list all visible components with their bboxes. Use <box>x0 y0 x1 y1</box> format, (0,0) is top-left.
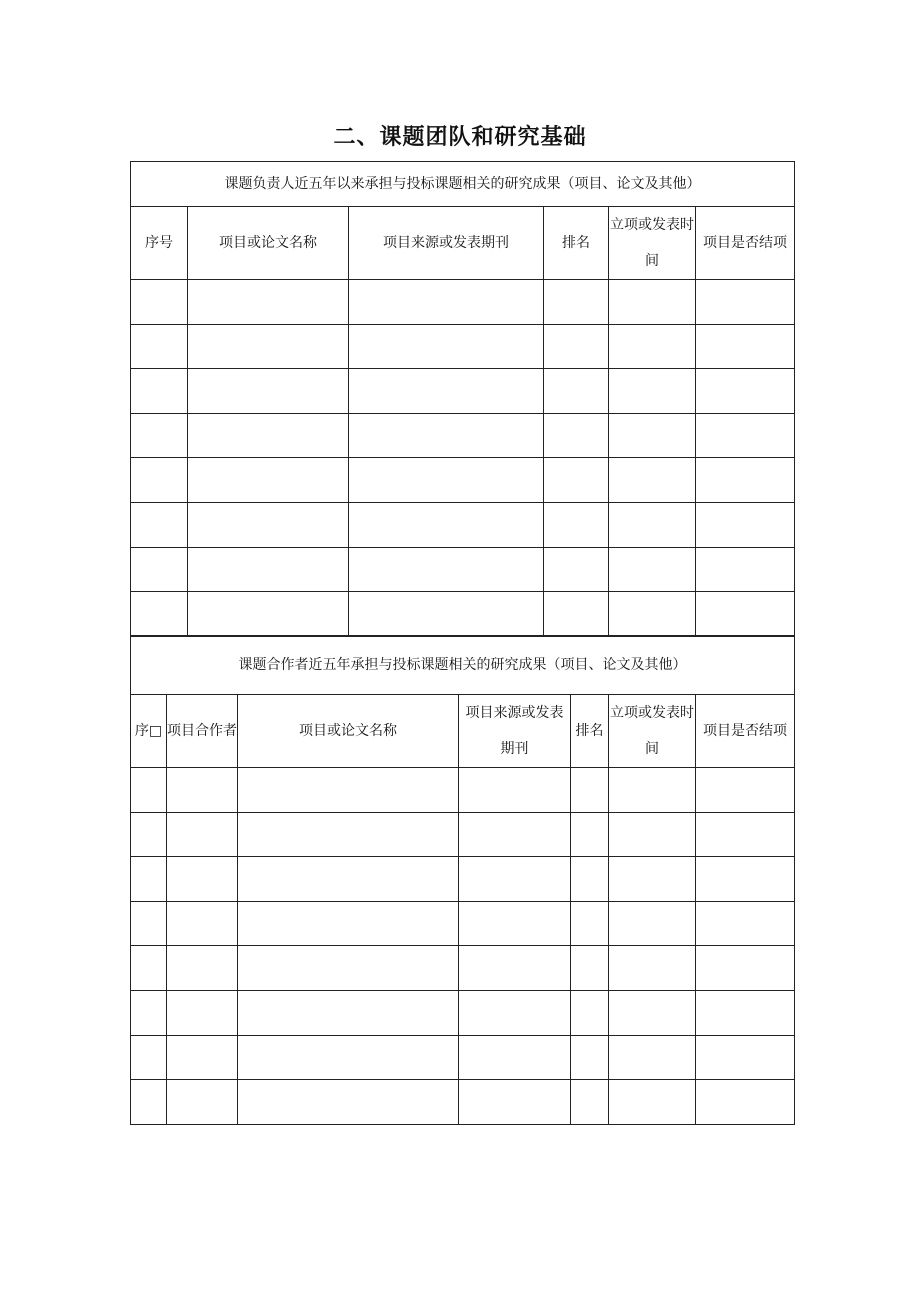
table-cell[interactable] <box>238 1080 459 1125</box>
leader-achievements-table <box>130 161 795 637</box>
table-cell[interactable] <box>609 280 696 325</box>
table-cell[interactable] <box>131 592 188 637</box>
table-cell[interactable] <box>459 946 571 991</box>
table-cell[interactable] <box>131 901 167 946</box>
table-cell[interactable] <box>696 280 795 325</box>
table-cell[interactable] <box>544 458 609 503</box>
table-cell[interactable] <box>696 990 795 1035</box>
table-cell[interactable] <box>238 901 459 946</box>
table-cell[interactable] <box>188 458 349 503</box>
table-cell[interactable] <box>188 502 349 547</box>
table-row <box>131 280 795 325</box>
table-cell[interactable] <box>131 547 188 592</box>
table-cell[interactable] <box>349 369 544 414</box>
table-cell[interactable] <box>167 812 238 857</box>
table-row <box>131 857 795 902</box>
table-row <box>131 413 795 458</box>
table-cell[interactable] <box>696 592 795 637</box>
table-row <box>131 946 795 991</box>
table-cell[interactable] <box>696 547 795 592</box>
table-cell[interactable] <box>571 946 609 991</box>
table-cell[interactable] <box>544 369 609 414</box>
table-row <box>131 592 795 637</box>
table-cell[interactable] <box>696 812 795 857</box>
table-cell[interactable] <box>238 812 459 857</box>
table-cell[interactable] <box>238 768 459 813</box>
table-cell[interactable] <box>571 1035 609 1080</box>
table-cell[interactable] <box>571 768 609 813</box>
table-cell[interactable] <box>238 1035 459 1080</box>
table-cell[interactable] <box>459 1080 571 1125</box>
table-row <box>131 502 795 547</box>
col-header-completed: 项目是否结项 <box>696 207 795 280</box>
table-row <box>131 324 795 369</box>
table-row <box>131 458 795 503</box>
table-cell[interactable] <box>459 857 571 902</box>
table-cell[interactable] <box>238 857 459 902</box>
table-cell[interactable] <box>571 857 609 902</box>
coop-section-heading: 课题合作者近五年承担与投标课题相关的研究成果（项目、论文及其他） <box>131 636 795 695</box>
table-cell[interactable] <box>609 547 696 592</box>
table-cell[interactable] <box>696 857 795 902</box>
table-cell[interactable] <box>349 502 544 547</box>
col-header-index: 序号 <box>131 207 188 280</box>
table-cell[interactable] <box>131 812 167 857</box>
table-cell[interactable] <box>349 547 544 592</box>
table-cell[interactable] <box>131 857 167 902</box>
table-row <box>131 1035 795 1080</box>
col-header-date: 立项或发表时间 <box>609 695 696 768</box>
table-row <box>131 768 795 813</box>
col-header-rank: 排名 <box>571 695 609 768</box>
table-cell[interactable] <box>131 413 188 458</box>
table-cell[interactable] <box>349 280 544 325</box>
table-cell[interactable] <box>609 901 696 946</box>
table-cell[interactable] <box>349 458 544 503</box>
table-cell[interactable] <box>609 458 696 503</box>
table-cell[interactable] <box>459 1035 571 1080</box>
table-cell[interactable] <box>131 458 188 503</box>
table-cell[interactable] <box>188 547 349 592</box>
col-header-source: 项目来源或发表期刊 <box>349 207 544 280</box>
table-cell[interactable] <box>571 812 609 857</box>
table-cell[interactable] <box>459 812 571 857</box>
table-cell[interactable] <box>544 592 609 637</box>
table-row <box>131 369 795 414</box>
table-cell[interactable] <box>188 369 349 414</box>
table-cell[interactable] <box>696 458 795 503</box>
table-row <box>131 812 795 857</box>
table-cell[interactable] <box>609 812 696 857</box>
table-cell[interactable] <box>167 768 238 813</box>
table-cell[interactable] <box>696 1080 795 1125</box>
table-row <box>131 901 795 946</box>
table-cell[interactable] <box>544 502 609 547</box>
table-cell[interactable] <box>696 901 795 946</box>
table-cell[interactable] <box>544 547 609 592</box>
table-cell[interactable] <box>131 768 167 813</box>
table-cell[interactable] <box>609 857 696 902</box>
table-cell[interactable] <box>131 1035 167 1080</box>
leader-section-heading: 课题负责人近五年以来承担与投标课题相关的研究成果（项目、论文及其他） <box>131 162 795 207</box>
table-cell[interactable] <box>131 990 167 1035</box>
table-cell[interactable] <box>696 768 795 813</box>
table-row <box>131 547 795 592</box>
coop-achievements-table <box>130 635 795 1125</box>
table-cell[interactable] <box>349 592 544 637</box>
table-cell[interactable] <box>609 768 696 813</box>
table-cell[interactable] <box>188 324 349 369</box>
table-cell[interactable] <box>609 946 696 991</box>
table-cell[interactable] <box>609 1035 696 1080</box>
col-header-source: 项目来源或发表期刊 <box>459 695 571 768</box>
col-header-title: 项目或论文名称 <box>188 207 349 280</box>
table-row <box>131 990 795 1035</box>
table-cell[interactable] <box>188 280 349 325</box>
table-cell[interactable] <box>696 502 795 547</box>
table-cell[interactable] <box>544 413 609 458</box>
table-cell[interactable] <box>167 1035 238 1080</box>
table-cell[interactable] <box>609 413 696 458</box>
table-cell[interactable] <box>167 1080 238 1125</box>
col-header-title: 项目或论文名称 <box>238 695 459 768</box>
table-cell[interactable] <box>609 990 696 1035</box>
table-cell[interactable] <box>544 280 609 325</box>
table-cell[interactable] <box>696 1035 795 1080</box>
table-cell[interactable] <box>167 857 238 902</box>
table-cell[interactable] <box>131 1080 167 1125</box>
page-title: 二、课题团队和研究基础 <box>333 125 587 150</box>
table-cell[interactable] <box>238 946 459 991</box>
table-cell[interactable] <box>349 413 544 458</box>
table-cell[interactable] <box>131 946 167 991</box>
table-cell[interactable] <box>188 592 349 637</box>
table-cell[interactable] <box>459 990 571 1035</box>
col-header-date: 立项或发表时间 <box>609 207 696 280</box>
col-header-rank: 排名 <box>544 207 609 280</box>
table-cell[interactable] <box>609 502 696 547</box>
table-cell[interactable] <box>167 946 238 991</box>
table-cell[interactable] <box>238 990 459 1035</box>
table-cell[interactable] <box>188 413 349 458</box>
table-cell[interactable] <box>696 946 795 991</box>
table-cell[interactable] <box>696 324 795 369</box>
table-cell[interactable] <box>609 324 696 369</box>
table-cell[interactable] <box>167 901 238 946</box>
table-row <box>131 1080 795 1125</box>
table-cell[interactable] <box>544 324 609 369</box>
table-cell[interactable] <box>571 990 609 1035</box>
table-cell[interactable] <box>167 990 238 1035</box>
table-cell[interactable] <box>609 1080 696 1125</box>
table-cell[interactable] <box>609 369 696 414</box>
table-cell[interactable] <box>609 592 696 637</box>
table-cell[interactable] <box>131 280 188 325</box>
table-cell[interactable] <box>131 324 188 369</box>
table-cell[interactable] <box>131 369 188 414</box>
table-cell[interactable] <box>696 413 795 458</box>
table-cell[interactable] <box>459 768 571 813</box>
table-cell[interactable] <box>571 1080 609 1125</box>
table-cell[interactable] <box>459 901 571 946</box>
table-cell[interactable] <box>349 324 544 369</box>
col-header-index: 序□ <box>131 695 167 768</box>
col-header-completed: 项目是否结项 <box>696 695 795 768</box>
table-cell[interactable] <box>131 502 188 547</box>
table-cell[interactable] <box>571 901 609 946</box>
table-cell[interactable] <box>696 369 795 414</box>
col-header-cooperator: 项目合作者 <box>167 695 238 768</box>
